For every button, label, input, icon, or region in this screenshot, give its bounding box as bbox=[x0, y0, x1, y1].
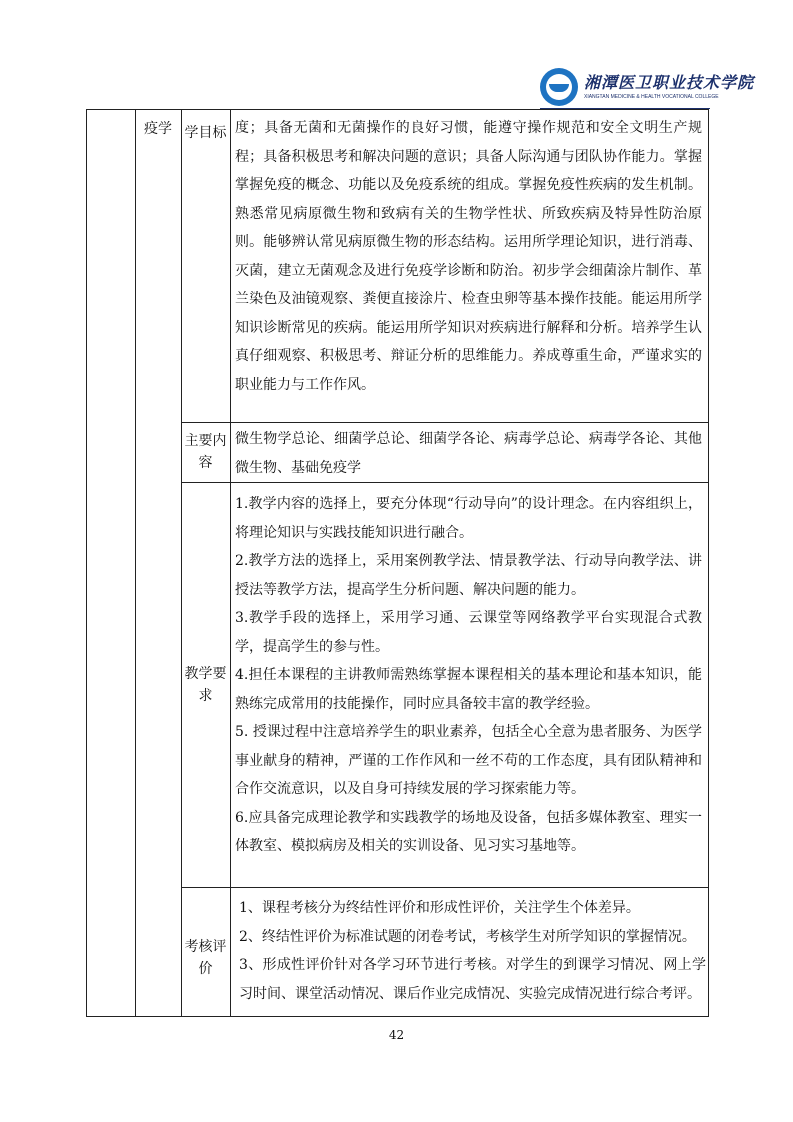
assessment-item: 3、形成性评价针对各学习环节进行考核。对学生的到课学习情况、网上学习时间、课堂活动情况、课后作业完成情况、实验完成情况进行综合考评。 bbox=[239, 957, 706, 1002]
requirement-item: 1.教学内容的选择上，要充分体现“行动导向”的设计理念。在内容组织上，将理论知识与实践技能知识进行融合。 bbox=[235, 496, 702, 541]
subject-cell: 疫学 bbox=[144, 121, 172, 137]
school-name-cn: 湘潭医卫职业技术学院 bbox=[584, 73, 755, 92]
school-logo bbox=[540, 68, 755, 108]
logo-emblem-icon bbox=[540, 68, 578, 106]
row-label-main-content: 主要内容 bbox=[184, 433, 227, 471]
requirement-item: 5. 授课过程中注意培养学生的职业素养，包括全心全意为患者服务、为医学事业献身的精神，严谨的工作作风和一丝不苟的工作态度，具有团队精神和合作交流意识，以及自身可持续发展的学习探索能力等。 bbox=[235, 724, 702, 797]
column-divider bbox=[230, 110, 231, 1016]
row-divider bbox=[181, 422, 708, 423]
requirement-item: 4.担任本课程的主讲教师需熟练掌握本课程相关的基本理论和基本知识，能熟练完成常用的技能操作，同时应具备较丰富的教学经验。 bbox=[235, 667, 702, 712]
column-divider bbox=[135, 110, 136, 1016]
row-label-objectives: 学目标 bbox=[184, 125, 227, 141]
row-divider bbox=[181, 482, 708, 483]
course-table bbox=[86, 109, 709, 1017]
column-divider bbox=[181, 110, 182, 1016]
requirement-item: 2.教学方法的选择上，采用案例教学法、情景教学法、行动导向教学法、讲授法等教学方法，提高学生分析问题、解决问题的能力。 bbox=[235, 553, 702, 598]
main-content-text: 微生物学总论、细菌学总论、细菌学各论、病毒学总论、病毒学各论、其他微生物、基础免疫学 bbox=[235, 431, 702, 476]
assessment-items bbox=[239, 894, 706, 1008]
page-number: 42 bbox=[388, 1028, 405, 1042]
row-label-assessment: 考核评价 bbox=[184, 939, 227, 977]
row-divider bbox=[181, 887, 708, 888]
teaching-requirements bbox=[235, 490, 702, 861]
assessment-item: 2、终结性评价为标准试题的闭卷考试，考核学生对所学知识的掌握情况。 bbox=[239, 928, 696, 945]
requirement-item: 3.教学手段的选择上，采用学习通、云课堂等网络教学平台实现混合式教学，提高学生的参与性。 bbox=[235, 610, 702, 655]
requirement-item: 6.应具备完成理论教学和实践教学的场地及设备，包括多媒体教室、理实一体教室、模拟病房及相关的实训设备、见习实习基地等。 bbox=[235, 809, 702, 854]
assessment-item: 1、课程考核分为终结性评价和形成性评价，关注学生个体差异。 bbox=[239, 900, 640, 916]
row-label-teaching-requirements: 教学要求 bbox=[184, 666, 227, 704]
school-name-en: XIANGTAN MEDICINE & HEALTH VOCATIONAL COLLEGE bbox=[584, 94, 719, 100]
objectives-text: 度；具备无菌和无菌操作的良好习惯，能遵守操作规范和安全文明生产规程；具备积极思考和解决问题的意识；具备人际沟通与团队协作能力。掌握掌握免疫的概念、功能以及免疫系统的组成。掌握免疫性疾病的发生机制。熟悉常见病原微生物和致病有关的生物学性状、所致疾病及特异性防治原则。能够辨认常见病原微生物的形态结构。运用所学理论知识，进行消毒、灭菌，建立无菌观念及进行免疫学诊断和防治。初步学会细菌涂片制作、革兰染色及油镜观察、粪便直接涂片、检查虫卵等基本操作技能。能运用所学知识诊断常见的疾病。能运用所学知识对疾病进行解释和分析。培养学生认真仔细观察、积极思考、辩证分析的思维能力。养成尊重生命，严谨求实的职业能力与工作作风。 bbox=[235, 120, 702, 393]
